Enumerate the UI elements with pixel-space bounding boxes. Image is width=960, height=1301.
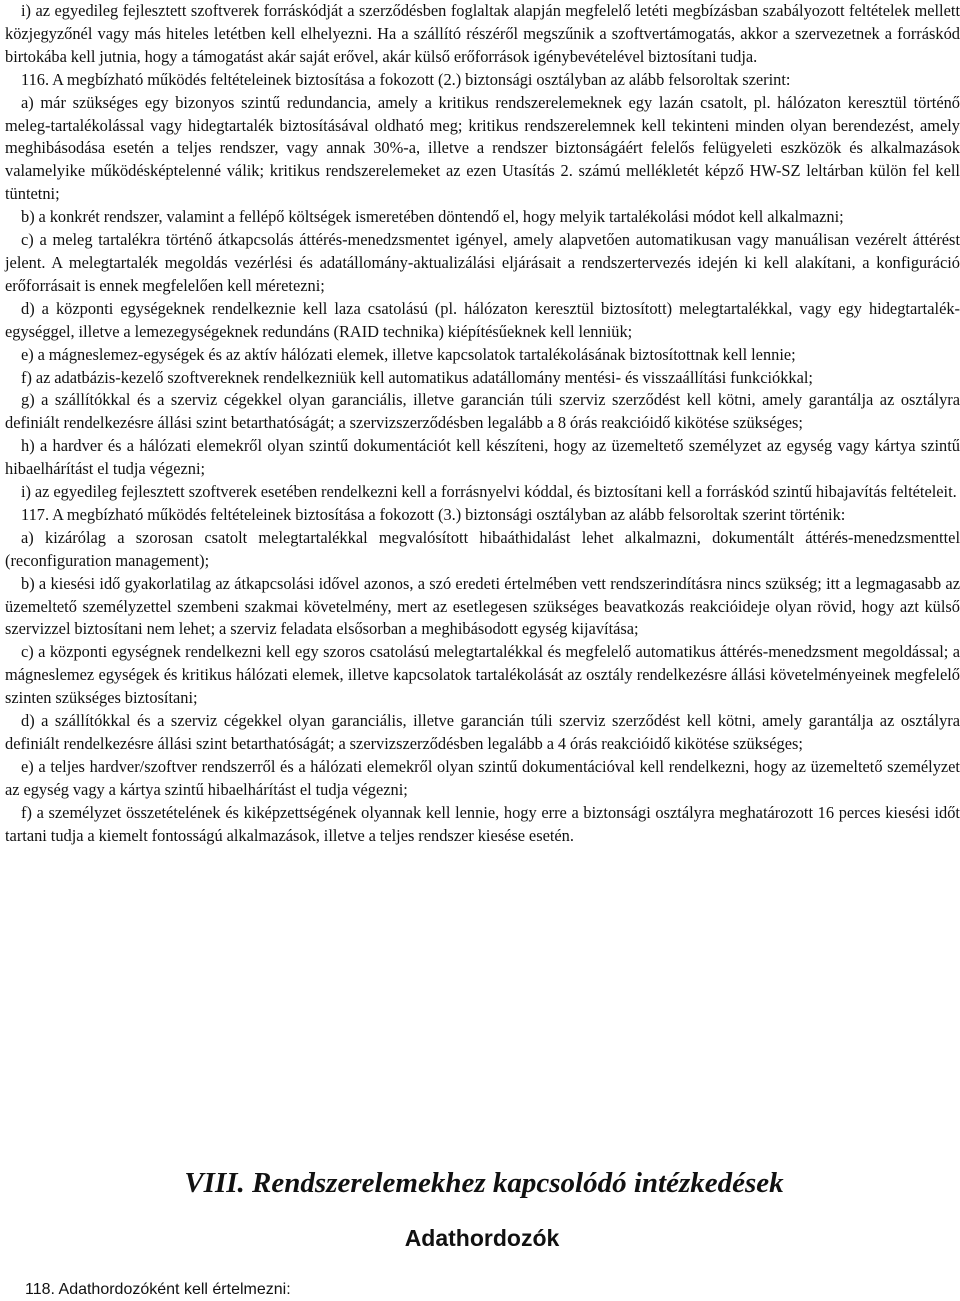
section-title: Adathordozók xyxy=(404,1225,560,1251)
paragraph: 116. A megbízható működés feltételeinek biztosítása a fokozott (2.) biztonsági osztályban az alább felsoroltak szerint: xyxy=(21,69,791,89)
paragraph: i) az egyedileg fejlesztett szoftverek forráskódját a szerződésben foglaltak alapján megfelelő letéti megbízásban szabályozott feltételek mellett közjegyzőnél vagy más hiteles letétben kell elhelyezni. Ha a szállító részéről megszűnik a szoftvertámogatás, akkor a szervezetnek a forráskód birtokába kell jutnia, hogy a támogatást akár saját erővel, akár külső erőforrások igénybevételével biztosítani tudja. xyxy=(5,1,960,66)
paragraph: g) a szállítókkal és a szerviz cégekkel olyan garanciális, illetve garancián túli szerviz szerződést kell kötni, amely garantálja az osztályra definiált rendelkezésre állási szint betarthatóságát; a szervizszerződésben legalább a 8 órás reakcióidő kikötése szükséges; xyxy=(5,390,960,433)
document-body xyxy=(5,0,960,848)
paragraph: b) a kiesési idő gyakorlatilag az átkapcsolási idővel azonos, a szó eredeti értelmében vett rendszerindításra nincs szükség; itt a legmagasabb az üzemeltető személyzettel szembeni szakmai követelmény, mert az esetlegesen szükséges beavatkozás reakcióideje olyan rövid, hogy azt külső szervizzel biztosítani nem lehet; a szerviz feladata elsősorban a meghibásodott egység kijavítása; xyxy=(5,573,960,639)
paragraph: a) kizárólag a szorosan csatolt melegtartalékkal megvalósított hibaáthidalást lehet alkalmazni, dokumentált áttérés-menedzsmenttel (reconfiguration management); xyxy=(5,527,960,570)
paragraph: b) a konkrét rendszer, valamint a fellépő költségek ismeretében döntendő el, hogy melyik tartalékolási módot kell alkalmazni; xyxy=(21,207,844,227)
paragraph: h) a hardver és a hálózati elemekről olyan szintű dokumentációt kell készíteni, hogy az üzemeltető személyzet az egység vagy kártya szintű hibaelhárítást el tudja végezni; xyxy=(5,436,960,479)
paragraph: i) az egyedileg fejlesztett szoftverek esetében rendelkezni kell a forrásnyelvi kóddal, és biztosítani kell a forráskód szintű hibajavítás feltételeit. xyxy=(21,482,957,502)
paragraph: f) az adatbázis-kezelő szoftvereknek rendelkezniük kell automatikus adatállomány mentési- és visszaállítási funkciókkal; xyxy=(21,367,813,387)
paragraph: a) már szükséges egy bizonyos szintű redundancia, amely a kritikus rendszerelemeknek egy lazán csatolt, pl. hálózaton keresztül történő meleg-tartalékolással vagy hidegtartalék biztosításával oldható meg; kritikus rendszerelemnek kell tekinteni minden olyan berendezést, amely meghibásodása esetén a teljes rendszer, vagy annak 30%-a, illetve a rendszer biztonságáért felelős felügyeleti eszközök és alkalmazások valamelyike működésképtelenné válik; kritikus rendszerelemeket az ezen Utasítás 2. számú mellékletét képző HW-SZ leltárban külön fel kell tüntetni; xyxy=(5,92,960,204)
document-page xyxy=(5,0,960,848)
paragraph: d) a központi egységeknek rendelkeznie kell laza csatolású (pl. hálózaton keresztül biztosított) melegtartalékkal, vagy egy hidegtartalék-egységgel, illetve a lemezegységeknek redundáns (RAID technika) kiépítésűeknek kell lenniük; xyxy=(5,298,960,341)
paragraph: e) a teljes hardver/szoftver rendszerről és a hálózati elemekről olyan szintű dokumentációval kell rendelkezni, hogy az üzemeltető személyzet az egység vagy a kártya szintű hibaelhárítást el tudja végezni; xyxy=(5,756,960,799)
paragraph: f) a személyzet összetételének és kiképzettségének olyannak kell lennie, hogy erre a biztonsági osztályra meghatározott 16 perces kiesési időt tartani tudja a kiemelt fontosságú alkalmazások, illetve a teljes rendszer kiesése esetén. xyxy=(5,802,960,845)
paragraph: d) a szállítókkal és a szerviz cégekkel olyan garanciális, illetve garancián túli szerviz szerződést kell kötni, amely garantálja az osztályra definiált rendelkezésre állási szint betarthatóságát; a szervizszerződésben legalább a 4 órás reakcióidő kikötése szükséges; xyxy=(5,711,960,753)
paragraph: c) a meleg tartalékra történő átkapcsolás áttérés-menedzsmentet igényel, amely alapvetően automatikusan vagy manuálisan vezérelt áttérést jelent. A melegtartalék megoldás vezérlési és adatállomány-aktualizálási eljárásait a rendszertervezés idején ki kell alakítani, a konfiguráció erőforrásait is ennek megfelelően kell méretezni; xyxy=(5,230,960,295)
section-first-line: 118. Adathordozóként kell értelmezni: xyxy=(25,1281,291,1298)
chapter-title: VIII. Rendszerelemekhez kapcsolódó intézkedések xyxy=(184,1167,784,1199)
paragraph: 117. A megbízható működés feltételeinek biztosítása a fokozott (3.) biztonsági osztályban az alább felsoroltak szerint történik: xyxy=(21,504,846,524)
paragraph: c) a központi egységnek rendelkezni kell egy szoros csatolású melegtartalékkal és megfelelő automatikus áttérés-menedzsment megoldással; a mágneslemez egységek és kritikus hálózati elemek, illetve kapcsolatok tartalékolását az osztály rendelkezésre állási követelményeinek megfelelő szinten szükséges biztosítani; xyxy=(5,642,960,708)
paragraph: e) a mágneslemez-egységek és az aktív hálózati elemek, illetve kapcsolatok tartalékolásának biztosítottnak kell lennie; xyxy=(21,344,796,364)
